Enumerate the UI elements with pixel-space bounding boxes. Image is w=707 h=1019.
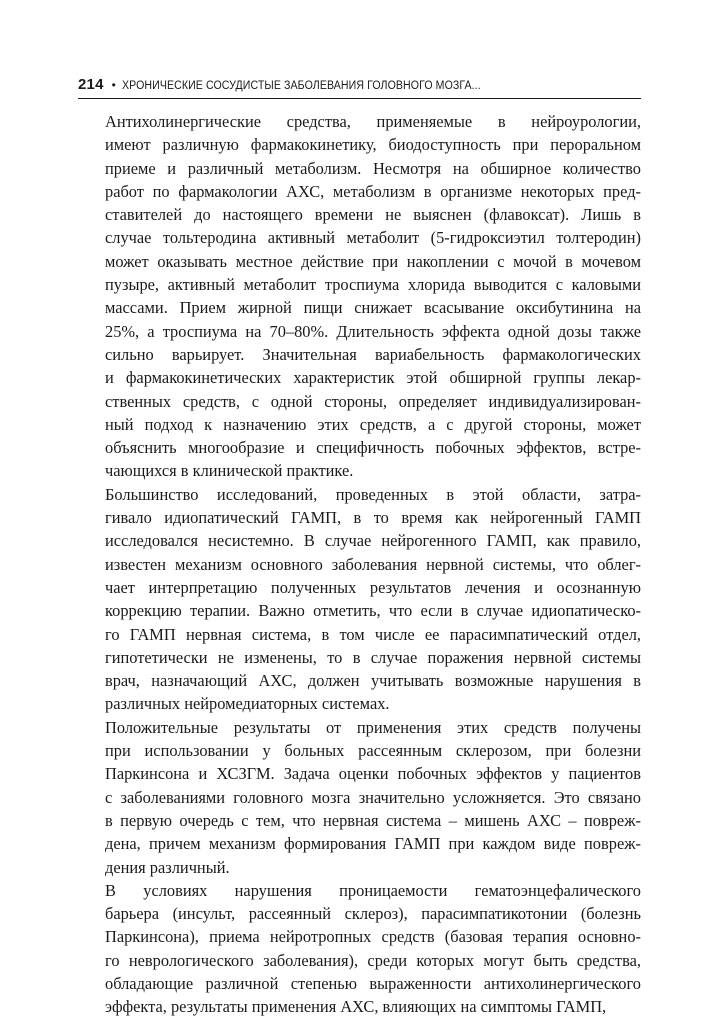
text-line: го ГАМП нервная система, в том числе ее парасимпатический отдел, bbox=[105, 624, 641, 644]
text-line: барьера (инсульт, рассеянный склероз), парасимпатикотонии (болезнь bbox=[105, 904, 641, 924]
text-line: ственных средств, с одной стороны, определяет индивидуализирован- bbox=[105, 391, 641, 411]
header-bullet: • bbox=[111, 78, 116, 92]
text-line: Большинство исследований, проведенных в этой области, затра- bbox=[105, 484, 641, 504]
text-line: сильно варьирует. Значительная вариабельность фармакологических bbox=[105, 344, 641, 364]
text-line: пузыре, активный метаболит троспиума хлорида выводится с каловыми bbox=[105, 275, 641, 295]
text-line: коррекцию терапии. Важно отметить, что если в случае идиопатическо- bbox=[105, 601, 641, 621]
text-line: гивало идиопатический ГАМП, в то время как нейрогенный ГАМП bbox=[105, 508, 641, 528]
text-line: Паркинсона и ХСЗГМ. Задача оценки побочных эффектов у пациентов bbox=[105, 764, 641, 784]
text-line: различных нейромедиаторных системах. bbox=[105, 694, 390, 714]
text-line: и фармакокинетических характеристик этой обширной группы лекар- bbox=[105, 368, 641, 388]
text-line: чает интерпретацию полученных результатов лечения и осознанную bbox=[105, 577, 641, 597]
text-line: В условиях нарушения проницаемости гематоэнцефалического bbox=[105, 880, 641, 900]
text-line: 25%, а троспиума на 70–80%. Длительность эффекта одной дозы также bbox=[105, 321, 641, 341]
text-line: дена, причем механизм формирования ГАМП при каждом виде повреж- bbox=[105, 834, 641, 854]
text-line: случае тольтеродина активный метаболит (5-гидроксиэтил толтеродин) bbox=[105, 228, 641, 248]
text-line: ставителей до настоящего времени не выяснен (флавоксат). Лишь в bbox=[105, 205, 641, 225]
text-line: имеют различную фармакокинетику, биодоступность при пероральном bbox=[105, 135, 641, 155]
text-line: врач, назначающий АХС, должен учитывать возможные нарушения в bbox=[105, 671, 641, 691]
body-text bbox=[78, 110, 641, 1019]
text-line: чающихся в клинической практике. bbox=[105, 461, 354, 481]
text-line: приеме и различный метаболизм. Несмотря на обширное количество bbox=[105, 158, 641, 178]
text-line: работ по фармакологии АХС, метаболизм в организме некоторых пред- bbox=[105, 181, 641, 201]
text-line: обладающие различной степенью выраженности антихолинергического bbox=[105, 973, 641, 993]
text-line: Антихолинергические средства, применяемые в нейроурологии, bbox=[105, 112, 641, 131]
text-line: с заболеваниями головного мозга значительно усложняется. Это связано bbox=[105, 787, 641, 807]
text-line: эффекта, результаты применения АХС, влияющих на симптомы ГАМП, bbox=[105, 997, 607, 1017]
running-header bbox=[78, 76, 641, 99]
text-line: может оказывать местное действие при накоплении с мочой в мочевом bbox=[105, 251, 641, 271]
text-line: исследовался несистемно. В случае нейрогенного ГАМП, как правило, bbox=[105, 531, 641, 551]
text-line: го неврологического заболевания), среди которых могут быть средства, bbox=[105, 950, 641, 970]
paragraph bbox=[78, 483, 641, 716]
text-line: гипотетически не изменены, то в случае поражения нервной системы bbox=[105, 647, 641, 667]
text-line: дения различный. bbox=[105, 857, 230, 877]
paragraph bbox=[78, 110, 641, 483]
running-title: ХРОНИЧЕСКИЕ СОСУДИСТЫЕ ЗАБОЛЕВАНИЯ ГОЛОВНОГО МОЗГА... bbox=[121, 80, 481, 92]
text-line: Положительные результаты от применения этих средств получены bbox=[105, 717, 641, 737]
text-line: массами. Прием жирной пищи снижает всасывание оксибутинина на bbox=[105, 298, 641, 318]
text-line: объяснить многообразие и специфичность побочных эффектов, встре- bbox=[105, 438, 641, 458]
text-line: при использовании у больных рассеянным склерозом, при болезни bbox=[105, 741, 641, 761]
text-line: в первую очередь с тем, что нервная система – мишень АХС – повреж- bbox=[105, 810, 641, 830]
text-line: известен механизм основного заболевания нервной системы, что облег- bbox=[105, 554, 641, 574]
text-line: Паркинсона), приема нейротропных средств (базовая терапия основно- bbox=[105, 927, 641, 947]
paragraph bbox=[78, 879, 641, 1019]
text-line: ный подход к назначению этих средств, а с другой стороны, может bbox=[105, 414, 641, 434]
page-number: 214 bbox=[78, 76, 104, 93]
paragraph bbox=[78, 716, 641, 879]
